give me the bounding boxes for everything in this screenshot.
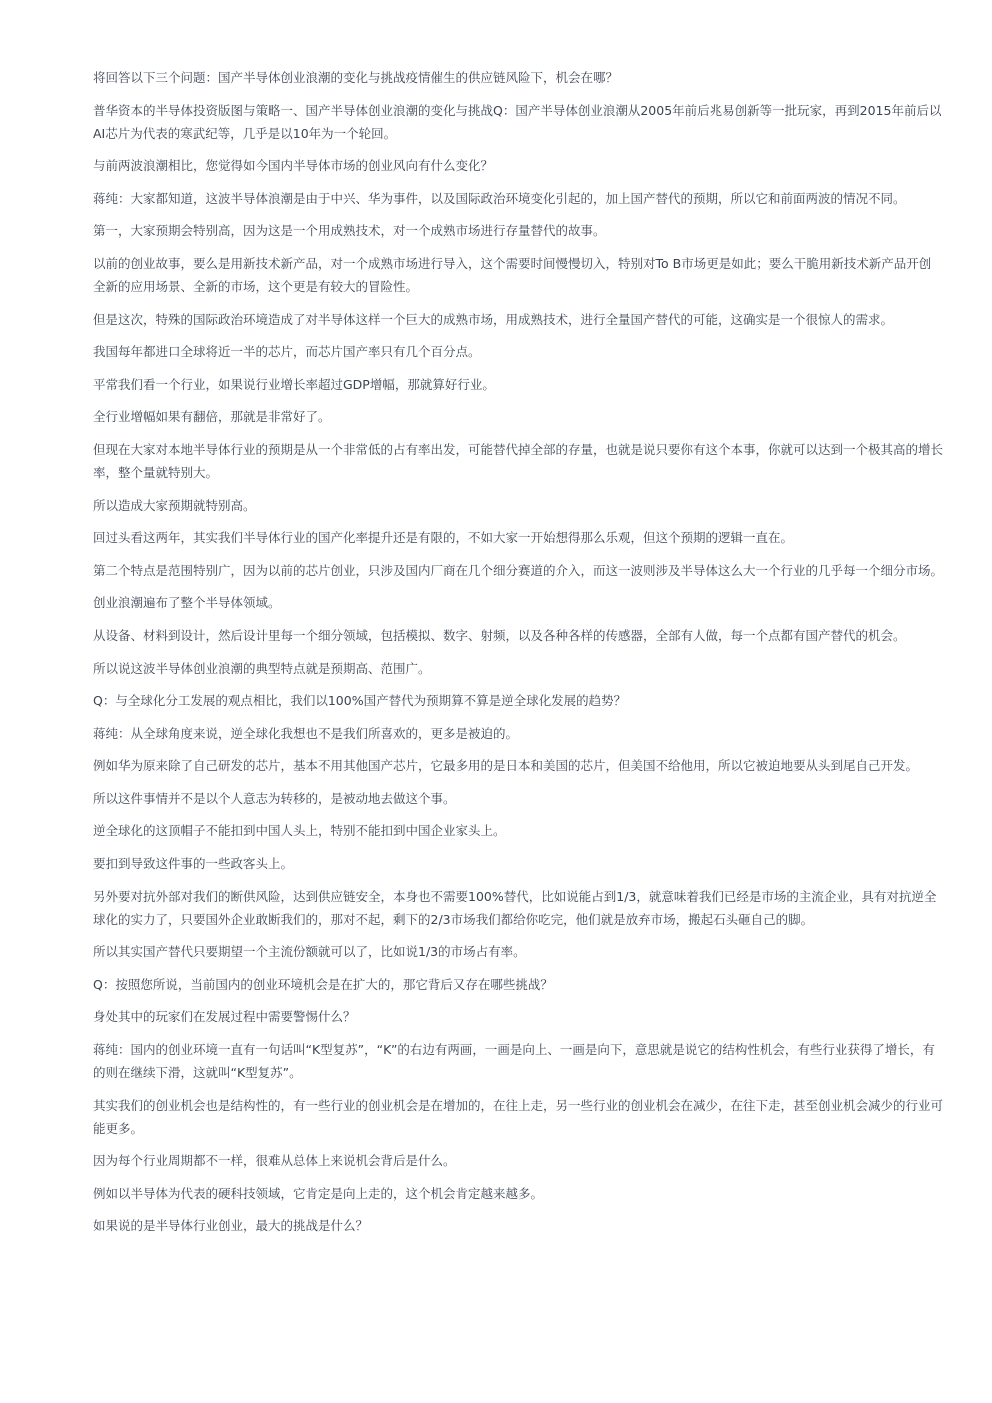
paragraph: 另外要对抗外部对我们的断供风险，达到供应链安全，本身也不需要100%替代，比如说能占到1/3，就意味着我们已经是市场的主流企业，具有对抗逆全球化的实力了，只要国外企业敢断我们的，那对不起，剩下的2/3市场我们都给你吃完，他们就是放弃市场，搬起石头砸自己的脚。 xyxy=(93,888,937,927)
paragraph: 第二个特点是范围特别广，因为以前的芯片创业，只涉及国内厂商在几个细分赛道的介入，而这一波则涉及半导体这么大一个行业的几乎每一个细分市场。 xyxy=(93,562,944,578)
paragraph: 但现在大家对本地半导体行业的预期是从一个非常低的占有率出发，可能替代掉全部的存量，也就是说只要你有这个本事，你就可以达到一个极其高的增长率，整个量就特别大。 xyxy=(93,441,944,480)
paragraph: 例如以半导体为代表的硬科技领域，它肯定是向上走的，这个机会肯定越来越多。 xyxy=(93,1185,544,1201)
paragraph-answer: 蒋纯：大家都知道，这波半导体浪潮是由于中兴、华为事件，以及国际政治环境变化引起的，加上国产替代的预期，所以它和前面两波的情况不同。 xyxy=(93,190,906,206)
paragraph: 全行业增幅如果有翻倍，那就是非常好了。 xyxy=(93,409,331,425)
paragraph: 第一，大家预期会特别高，因为这是一个用成熟技术，对一个成熟市场进行存量替代的故事。 xyxy=(93,223,606,239)
paragraph: 要扣到导致这件事的一些政客头上。 xyxy=(93,856,294,872)
paragraph: 我国每年都进口全球将近一半的芯片，而芯片国产率只有几个百分点。 xyxy=(93,344,481,360)
paragraph: 例如华为原来除了自己研发的芯片，基本不用其他国产芯片，它最多用的是日本和美国的芯片，但美国不给他用，所以它被迫地要从头到尾自己开发。 xyxy=(93,758,919,774)
paragraph: 所以其实国产替代只要期望一个主流份额就可以了，比如说1/3的市场占有率。 xyxy=(93,944,526,960)
paragraph-background: 普华资本的半导体投资版图与策略一、国产半导体创业浪潮的变化与挑战Q：国产半导体创业浪潮从2005年前后兆易创新等一批玩家，再到2015年前后以AI芯片为代表的寒武纪等，几乎是以10年为一个轮回。 xyxy=(93,102,942,141)
paragraph-answer: 蒋纯：从全球角度来说，逆全球化我想也不是我们所喜欢的，更多是被迫的。 xyxy=(93,725,519,741)
paragraph: 逆全球化的这顶帽子不能扣到中国人头上，特别不能扣到中国企业家头上。 xyxy=(93,823,506,839)
intro-question-list: 将回答以下三个问题：国产半导体创业浪潮的变化与挑战疫情催生的供应链风险下，机会在哪？ xyxy=(93,70,619,85)
paragraph: 以前的创业故事，要么是用新技术新产品，对一个成熟市场进行导入，这个需要时间慢慢切入，特别对To B市场更是如此；要么干脆用新技术新产品开创全新的应用场景、全新的市场，这个更是有较大的冒险性。 xyxy=(93,255,932,294)
paragraph: 因为每个行业周期都不一样，很难从总体上来说机会背后是什么。 xyxy=(93,1153,456,1169)
paragraph-question: 身处其中的玩家们在发展过程中需要警惕什么？ xyxy=(93,1009,356,1025)
paragraph-question: Q：按照您所说，当前国内的创业环境机会是在扩大的，那它背后又存在哪些挑战？ xyxy=(93,976,553,992)
paragraph: 所以说这波半导体创业浪潮的典型特点就是预期高、范围广。 xyxy=(93,660,431,676)
paragraph: 回过头看这两年，其实我们半导体行业的国产化率提升还是有限的，不如大家一开始想得那么乐观，但这个预期的逻辑一直在。 xyxy=(93,530,794,546)
paragraph-question: 与前两波浪潮相比，您觉得如今国内半导体市场的创业风向有什么变化？ xyxy=(93,158,494,174)
paragraph: 所以这件事情并不是以个人意志为转移的，是被动地去做这个事。 xyxy=(93,790,456,806)
paragraph: 创业浪潮遍布了整个半导体领域。 xyxy=(93,595,281,611)
paragraph: 但是这次，特殊的国际政治环境造成了对半导体这样一个巨大的成熟市场，用成熟技术，进行全量国产替代的可能，这确实是一个很惊人的需求。 xyxy=(93,311,894,327)
paragraph-question: Q：与全球化分工发展的观点相比，我们以100%国产替代为预期算不算是逆全球化发展的趋势？ xyxy=(93,693,627,709)
document-body xyxy=(93,66,943,1247)
paragraph: 其实我们的创业机会也是结构性的，有一些行业的创业机会是在增加的，在往上走，另一些行业的创业机会在减少，在往下走，甚至创业机会减少的行业可能更多。 xyxy=(93,1097,944,1136)
paragraph: 从设备、材料到设计，然后设计里每一个细分领域，包括模拟、数字、射频，以及各种各样的传感器，全部有人做，每一个点都有国产替代的机会。 xyxy=(93,627,906,643)
paragraph-question: 如果说的是半导体行业创业，最大的挑战是什么？ xyxy=(93,1218,369,1234)
paragraph: 平常我们看一个行业，如果说行业增长率超过GDP增幅，那就算好行业。 xyxy=(93,376,495,392)
paragraph-answer: 蒋纯：国内的创业环境一直有一句话叫“K型复苏”，“K”的右边有两画，一画是向上、一画是向下，意思就是说它的结构性机会，有些行业获得了增长，有的则在继续下滑，这就叫“K型复苏”。 xyxy=(93,1042,935,1081)
paragraph: 所以造成大家预期就特别高。 xyxy=(93,497,256,513)
